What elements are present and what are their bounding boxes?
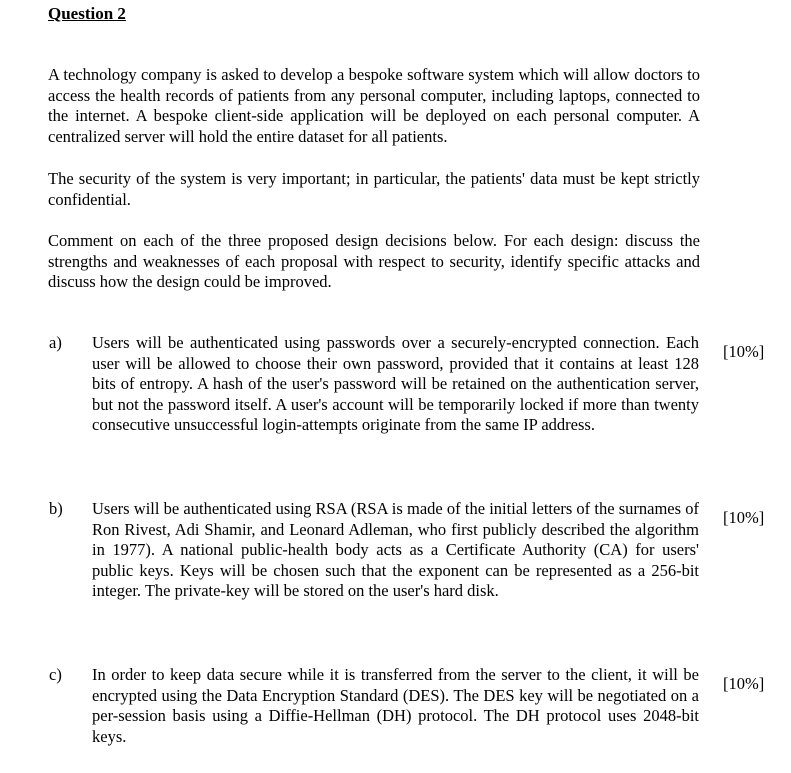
part-c-letter: c) bbox=[49, 665, 62, 684]
intro-paragraph-instructions: Comment on each of the three proposed design decisions below. For each design: discuss the strengths and weaknesses of each proposal with respect to security, identify specific attacks and discuss how the design could be improved. bbox=[48, 231, 700, 292]
intro-paragraph-security: The security of the system is very important; in particular, the patients' data must be kept strictly confidential. bbox=[48, 169, 700, 209]
part-b-text: Users will be authenticated using RSA (RSA is made of the initial letters of the surnames of Ron Rivest, Adi Shamir, and Leonard Adleman, who first publicly described the algorithm in 1977). A national public-health body acts as a Certificate Authority (CA) for users' public keys. Keys will be chosen such that the exponent can be represented as a 256-bit integer. The private-key will be stored on the user's hard disk. bbox=[92, 499, 699, 601]
question-title: Question 2 bbox=[48, 4, 126, 23]
intro-paragraph-context: A technology company is asked to develop a bespoke software system which will allow doctors to access the health records of patients from any personal computer, including laptops, connected to the internet. A bespoke client-side application will be deployed on each personal computer. A centralized server will hold the entire dataset for all patients. bbox=[48, 65, 700, 146]
part-c-text: In order to keep data secure while it is transferred from the server to the client, it will be encrypted using the Data Encryption Standard (DES). The DES key will be negotiated on a per-session basis using a Diffie-Hellman (DH) protocol. The DH protocol uses 2048-bit keys. bbox=[92, 665, 699, 746]
part-a-marks: [10%] bbox=[723, 342, 765, 361]
part-a-letter: a) bbox=[49, 333, 62, 352]
part-a-text: Users will be authenticated using passwords over a securely-encrypted connection. Each user will be allowed to choose their own password, provided that it contains at least 128 bits of entropy. A hash of the user's password will be retained on the authentication server, but not the password itself. A user's account will be temporarily locked if more than twenty consecutive unsuccessful login-attempts originate from the same IP address. bbox=[92, 333, 699, 435]
part-b-marks: [10%] bbox=[723, 508, 765, 527]
part-b-letter: b) bbox=[49, 499, 63, 518]
part-c-marks: [10%] bbox=[723, 674, 765, 693]
